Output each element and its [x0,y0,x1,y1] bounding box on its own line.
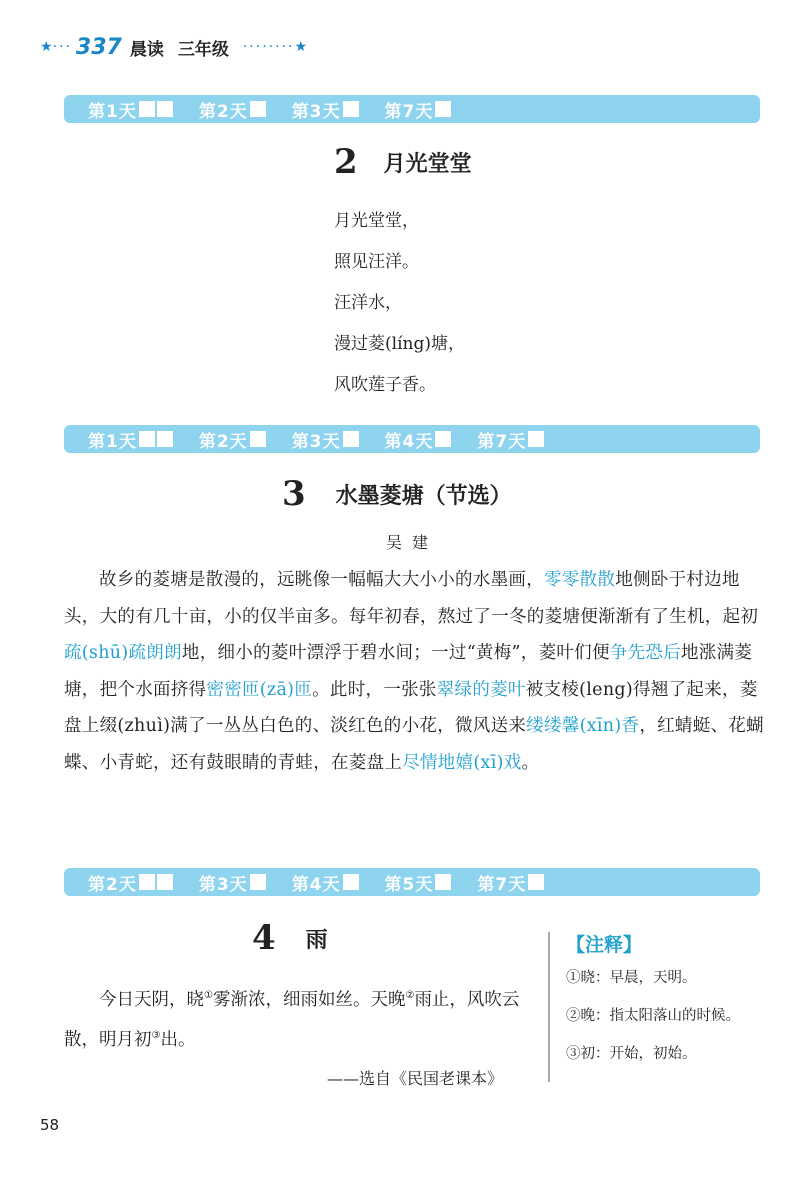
checkbox[interactable] [250,874,266,890]
text-run: 雾渐浓，细雨如丝。天晚 [212,989,406,1010]
source-citation: ——选自《民国老课本》 [327,1069,504,1088]
day-item [88,97,173,122]
checkbox[interactable] [250,101,266,117]
section-title: 雨 [305,927,328,953]
day-label: 第3天 [198,874,248,895]
day-label: 第3天 [291,101,341,122]
checkbox[interactable] [435,101,451,117]
reading-schedule-bar [64,95,760,123]
checkbox[interactable] [528,431,544,447]
day-label: 第2天 [198,101,248,122]
day-item [292,427,359,452]
checkbox[interactable] [343,101,359,117]
reading-schedule-bar [64,425,760,453]
section-title: 月光堂堂 [383,151,472,177]
footnote-marker: ② [405,990,415,1001]
section-number: 4 [252,918,276,958]
notes-title: 【注释】 [566,934,643,956]
series-logo: 337 [75,34,122,60]
day-item [88,870,173,895]
page-number: 58 [40,1116,60,1134]
text-run: 故乡的菱塘是散漫的，远眺像一幅幅大大小小的水墨画， [99,570,544,590]
day-item [385,427,452,452]
section-number: 2 [334,142,358,182]
section-title: 水墨菱塘（节选） [335,483,512,509]
day-item [477,427,544,452]
checkbox[interactable] [157,101,173,117]
note-item: ③初：开始，初始。 [566,1046,697,1062]
day-item [385,870,452,895]
day-item [292,870,359,895]
poem-line: 照见汪洋。 [334,252,419,272]
article-paragraph [64,562,764,781]
checkbox[interactable] [157,874,173,890]
checkbox[interactable] [139,431,155,447]
checkbox[interactable] [139,101,155,117]
text-run: 出。 [160,1029,196,1050]
reading-schedule-bar [64,868,760,896]
page-header [40,32,307,62]
grade-label: 三年级 [177,39,229,60]
day-item [199,427,266,452]
day-label: 第1天 [88,101,137,122]
star-icon: ★ [40,39,53,55]
day-label: 第5天 [384,874,434,895]
section-4-title [252,918,328,958]
checkbox[interactable] [528,874,544,890]
day-item [477,870,544,895]
text-run: ，红蜻蜓、花蝴蝶、小青蛇，还有鼓眼睛的青蛙，在菱盘上 [64,716,764,773]
highlighted-phrase: 密密匝(zā)匝 [206,679,313,700]
series-name: 晨读 [129,39,164,60]
text-run: 。此时，一张张 [312,679,437,700]
checkbox[interactable] [250,431,266,447]
poem-line: 风吹莲子香。 [334,375,436,395]
day-item [88,427,173,452]
highlighted-phrase: 缕缕馨(xīn)香 [526,716,640,736]
star-icon: ★ [294,39,308,55]
text-run: 地涨满菱塘，把个水面挤得 [64,643,753,700]
day-item [199,97,266,122]
footnote-marker: ① [204,990,213,1001]
highlighted-phrase: 尽情地嬉(xī)戏 [402,752,522,773]
text-run: 地，细小的菱叶漂浮于碧水间；一过“黄梅”，菱叶们便 [181,643,610,663]
day-item [292,97,359,122]
rain-paragraph [64,978,540,1058]
section-number: 3 [282,474,306,514]
paragraph-text [64,978,540,1058]
day-label: 第7天 [477,874,527,895]
highlighted-phrase: 翠绿的菱叶 [436,679,526,700]
day-label: 第2天 [88,874,137,895]
section-2-title [334,142,472,182]
day-label: 第4天 [384,431,434,452]
checkbox[interactable] [139,874,155,890]
highlighted-phrase: 零零散散 [544,570,616,590]
text-run: 今日天阴，晓 [99,989,204,1010]
divider [548,932,550,1082]
checkbox[interactable] [435,431,451,447]
highlighted-phrase: 疏(shū)疏朗朗 [64,643,182,663]
note-item: ①晓：早晨，天明。 [566,970,697,986]
day-label: 第1天 [88,431,137,452]
day-label: 第7天 [384,101,434,122]
day-label: 第7天 [477,431,527,452]
day-item [385,97,452,122]
text-run: 雨止，风吹云散，明月初 [64,989,520,1050]
author-name: 吴建 [386,533,439,552]
poem-line: 漫过菱(líng)塘， [334,334,465,354]
highlighted-phrase: 争先恐后 [609,643,681,663]
day-item [199,870,266,895]
checkbox[interactable] [343,874,359,890]
text-run: 地侧卧于村边地头，大的有几十亩，小的仅半亩多。每年初春，熬过了一冬的菱塘便渐渐有了生机，起初 [64,570,759,627]
poem-line: 汪洋水， [334,293,402,313]
checkbox[interactable] [435,874,451,890]
day-label: 第4天 [291,874,341,895]
checkbox[interactable] [157,431,173,447]
section-3-title [282,474,512,514]
checkbox[interactable] [343,431,359,447]
poem-line: 月光堂堂， [334,211,419,231]
header-dots-left: ··· [52,39,72,55]
header-dots-right: ········ [242,39,295,55]
day-label: 第3天 [291,431,341,452]
paragraph-text [64,562,764,781]
day-label: 第2天 [198,431,248,452]
text-run: 。 [521,752,540,773]
note-item: ②晚：指太阳落山的时候。 [566,1008,740,1024]
text-run: 被支棱(leng)得翘了起来，菱盘上缀(zhuì)满了一丛丛白色的、淡红色的小花，微风送来 [64,679,758,736]
footnote-marker: ③ [151,1029,161,1041]
